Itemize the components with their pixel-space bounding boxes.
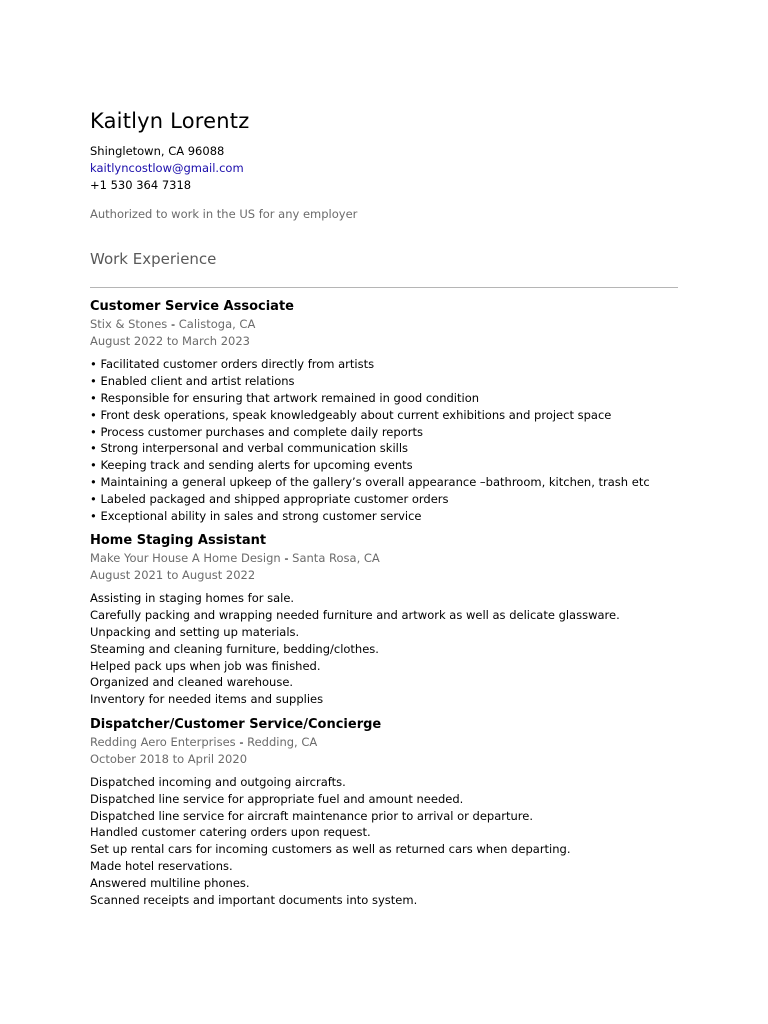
job-title: Customer Service Associate bbox=[90, 299, 294, 315]
job-description-line: • Front desk operations, speak knowledgeably about current exhibitions and project space bbox=[90, 407, 612, 422]
job-description-line: Scanned receipts and important documents into system. bbox=[90, 892, 418, 907]
job-description bbox=[90, 590, 678, 708]
job-description-line: Dispatched line service for aircraft maintenance prior to arrival or departure. bbox=[90, 808, 534, 823]
job-company-line bbox=[90, 550, 678, 567]
job-title: Dispatcher/Customer Service/Concierge bbox=[90, 716, 382, 732]
section-divider bbox=[90, 287, 678, 288]
job-location: Santa Rosa, CA bbox=[292, 551, 380, 566]
work-experience-heading: Work Experience bbox=[90, 250, 217, 268]
job-description-line: Assisting in staging homes for sale. bbox=[90, 591, 295, 606]
job-description-line: • Labeled packaged and shipped appropriate customer orders bbox=[90, 491, 449, 506]
job-description-line: Handled customer catering orders upon request. bbox=[90, 825, 371, 840]
job-entry bbox=[90, 298, 678, 524]
job-description-line: • Exceptional ability in sales and strong customer service bbox=[90, 508, 422, 523]
company-name: Redding Aero Enterprises bbox=[90, 734, 236, 749]
job-description-line: Inventory for needed items and supplies bbox=[90, 692, 324, 707]
job-dates: August 2021 to August 2022 bbox=[90, 568, 256, 583]
phone-text: +1 530 364 7318 bbox=[90, 178, 192, 192]
job-dates: October 2018 to April 2020 bbox=[90, 751, 248, 766]
job-description-line: Answered multiline phones. bbox=[90, 875, 250, 890]
resume-content bbox=[90, 106, 678, 916]
company-name: Stix & Stones bbox=[90, 317, 168, 332]
location-text: Shingletown, CA 96088 bbox=[90, 144, 225, 158]
company-location-separator: - bbox=[239, 734, 244, 749]
job-description-line: Organized and cleaned warehouse. bbox=[90, 675, 294, 690]
job-description-line: Made hotel reservations. bbox=[90, 858, 233, 873]
work-authorization-text: Authorized to work in the US for any employer bbox=[90, 207, 358, 221]
job-company-line bbox=[90, 316, 678, 333]
job-entry bbox=[90, 532, 678, 708]
job-description-line: • Responsible for ensuring that artwork remained in good condition bbox=[90, 391, 480, 406]
job-description-line: • Enabled client and artist relations bbox=[90, 374, 295, 389]
job-description-line: • Facilitated customer orders directly from artists bbox=[90, 357, 375, 372]
job-description bbox=[90, 774, 678, 908]
job-description-line: Dispatched incoming and outgoing aircrafts. bbox=[90, 774, 346, 789]
job-dates: August 2022 to March 2023 bbox=[90, 334, 251, 349]
company-name: Make Your House A Home Design bbox=[90, 551, 281, 566]
email-link[interactable]: kaitlyncostlow@gmail.com bbox=[90, 161, 244, 175]
company-location-separator: - bbox=[284, 551, 289, 566]
job-description-line: Carefully packing and wrapping needed furniture and artwork as well as delicate glassware. bbox=[90, 608, 620, 623]
candidate-name: Kaitlyn Lorentz bbox=[90, 109, 250, 133]
job-description-line: • Maintaining a general upkeep of the gallery’s overall appearance –bathroom, kitchen, trash etc bbox=[90, 475, 650, 490]
job-description-line: Set up rental cars for incoming customers as well as returned cars when departing. bbox=[90, 842, 571, 857]
job-location: Calistoga, CA bbox=[178, 317, 256, 332]
job-description-line: Dispatched line service for appropriate fuel and amount needed. bbox=[90, 791, 464, 806]
job-description-line: • Keeping track and sending alerts for upcoming events bbox=[90, 458, 413, 473]
jobs-list bbox=[90, 298, 678, 908]
job-description-line: Helped pack ups when job was finished. bbox=[90, 658, 321, 673]
job-entry bbox=[90, 716, 678, 908]
job-location: Redding, CA bbox=[247, 734, 318, 749]
job-company-line bbox=[90, 734, 678, 751]
job-description-line: Unpacking and setting up materials. bbox=[90, 625, 300, 639]
job-description bbox=[90, 356, 678, 524]
company-location-separator: - bbox=[170, 317, 176, 332]
job-description-line: • Process customer purchases and complete daily reports bbox=[90, 424, 423, 439]
job-description-line: Steaming and cleaning furniture, bedding/clothes. bbox=[90, 641, 379, 656]
job-title: Home Staging Assistant bbox=[90, 533, 267, 549]
job-description-line: • Strong interpersonal and verbal communication skills bbox=[90, 441, 409, 456]
